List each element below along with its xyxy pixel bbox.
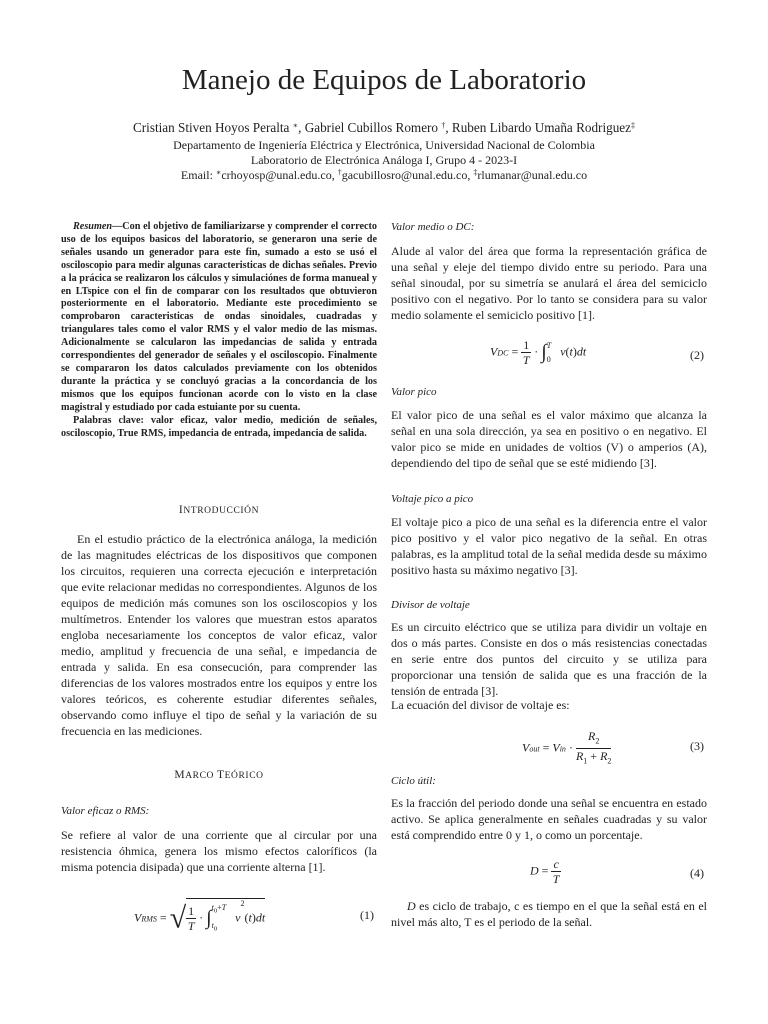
pico-a-pico-paragraph: El voltaje pico a pico de una señal es la diferencia entre el valor pico positivo y el valor pico negativo de la señal. En otras palabras, es la amplitud total de la señal medida desde su máximo positivo hasta su máximo negativo [3]. [391,515,707,577]
intro-paragraph: En el estudio práctico de la electrónica análoga, la medición de las magnitudes eléctricas de los dispositivos que componen los circuitos, requieren una correcta ejecución e interpretación que evite relacionar medidas no correspondientes. Algunos de los equipos de medición más comunes son los osciloscopios y los multímetros. Entender los valores que muestran estos aparatos engloba necesariamente los conceptos de valor eficaz, valor medio, amplitud y frecuencia de una señal, e impedancia de entrada y salida. En esa consecución, para comprender las diferencias de los valores mostrados entre los equipos y entre los valores teóricos, es coherente estudiar diferentes señales, observando como influye el tipo de señal y la variación de su frecuencia en las mediciones. [61,532,377,738]
equation-4-number: (4) [690,866,704,880]
section-marco-teorico-heading: MARCO TEÓRICO [174,769,264,781]
author-3: Ruben Libardo Umaña Rodriguez [451,120,632,135]
email-3[interactable]: rlumanar@unal.edu.co [477,168,588,182]
abstract [61,221,377,440]
subsection-dc-title: Valor medio o DC: [391,221,475,233]
author-list: Cristian Stiven Hoyos Peralta ∗, Gabriel Cubillos Romero †, Ruben Libardo Umaña Rodriguez‡ [132,120,636,135]
keywords: Palabras clave: valor eficaz, valor medio, medición de señales, osciloscopio, True RMS, impedancia de entrada, impedancia de salida. [61,414,377,439]
abstract-text: —Con el objetivo de familiarizarse y comprender el correcto uso de los equipos basicos del laboratorio, se generaron una serie de señales usando un generador para este fin, sumado a esto se usó el osciloscopio para medir algunas caracteristicas de dichas señales. Previo a la prácica se realizaron los cálculos y simulaciónes de forma manueal y en LTspice con el fin de comparar con los resultados que obtuvieron posteriormente en el laboratorio. Mediante este procedimiento se comprobaron caracteristicas de ondas sinoidales, cuadradas y triangulares tales como el valor RMS y el valor medio de las mismas. Adicionalmente se calcularon las impedancias de salida y entrada correspondientes del generador de señales y el osciloscopio. Finalmente se compararon los datos calculados previamente con los obtenidos durante la práctica y se concluyó gracias a la concordancia de los mismos que los equipos funcionan acorde con lo visto en la clase magistral y estudiado por cada estuiante por su cuenta. [61,221,377,413]
affiliation-department: Departamento de Ingeniería Eléctrica y Electrónica, Universidad Nacional de Colombia [173,138,595,152]
subsection-pico-title: Valor pico [391,386,437,398]
subsection-rms-title: Valor eficaz o RMS: [61,805,150,817]
equation-3-number: (3) [690,739,704,753]
email-2[interactable]: gacubillosro@unal.edu.co, [341,168,471,182]
equation-ciclo-util: D = $\frac{c}{T}$ [530,857,560,886]
rms-paragraph: Se refiere al valor de una corriente que al circular por una resistencia óhmica, genera los mismo efectos caloríficos (la misma potencia disipada) que una corriente alterna [1]. [61,828,377,874]
affiliation-lab: Laboratorio de Electrónica Análoga I, Grupo 4 - 2023-I [250,153,518,167]
email-1[interactable]: crhoyosp@unal.edu.co, [221,168,335,182]
equation-2-number: (2) [690,348,704,362]
affiliation-emails: Email: ∗crhoyosp@unal.edu.co, †gacubillosro@unal.edu.co, ‡rlumanar@unal.edu.co [180,168,588,182]
ciclo-definition-paragraph: D es ciclo de trabajo, c es tiempo en el que la señal está en el nivel más alto, T es el periodo de la señal. [391,899,707,929]
subsection-divisor-title: Divisor de voltaje [391,599,470,611]
dc-paragraph: Alude al valor del área que forma la representación gráfica de una señal y eleje del tiempo divido entre su periodo. Para una señal sinoudal, por su simetría se anulará el área del semiciclo positivo con el negativo. Por lo tanto se considera para su valor medio solamente el semiciclo positivo [1]. [391,244,707,322]
abstract-label: Resumen [73,221,113,232]
ciclo-paragraph: Es la fracción del periodo donde una señal se encuentra en estado activo. Se aplica generalmente en señales cuadradas y su valor está comprendido entre 0 y 1, o como un porcentaje. [391,796,707,842]
divisor-equation-intro: La ecuación del divisor de voltaje es: [391,698,570,712]
equation-dc: VDC = $\frac{1}{T}$ · ∫T 0 v(t)dt [490,338,587,367]
subsection-ciclo-title: Ciclo útil: [391,775,436,787]
equation-1-number: (1) [360,908,374,922]
divisor-paragraph: Es un circuito eléctrico que se utiliza para dividir un voltaje en dos o más partes. Consiste en dos o más resistencias conectadas en serie entre dos puntos del circuito y se utiliza para proporcionar una tensión de salida que es una fracción de la tensión de entrada [3]. [391,620,707,698]
author-2: Gabriel Cubillos Romero [304,120,439,135]
equation-divisor: Vout = Vin · $\frac{R_2}{R_1 + R_2}$ [522,729,612,766]
section-introduccion-heading: INTRODUCCIÓN [178,504,260,516]
paper-title: Manejo de Equipos de Laboratorio [181,64,587,96]
author-1: Cristian Stiven Hoyos Peralta [132,120,290,135]
equation-rms: VRMS = √ $\frac{1}{T}$ · $\int t_0+T$ $t_0$ $v^2(t)dt$ [134,899,266,935]
subsection-pico-a-pico-title: Voltaje pico a pico [391,493,474,505]
pico-paragraph: El valor pico de una señal es el valor máximo que alcanza la señal en una sola dirección, ya sea en positivo o en negativo. El valor pico se mide en unidades de voltios (V) o amperios (A), dependiendo del tipo de señal que se esté midiendo [3]. [391,408,707,470]
